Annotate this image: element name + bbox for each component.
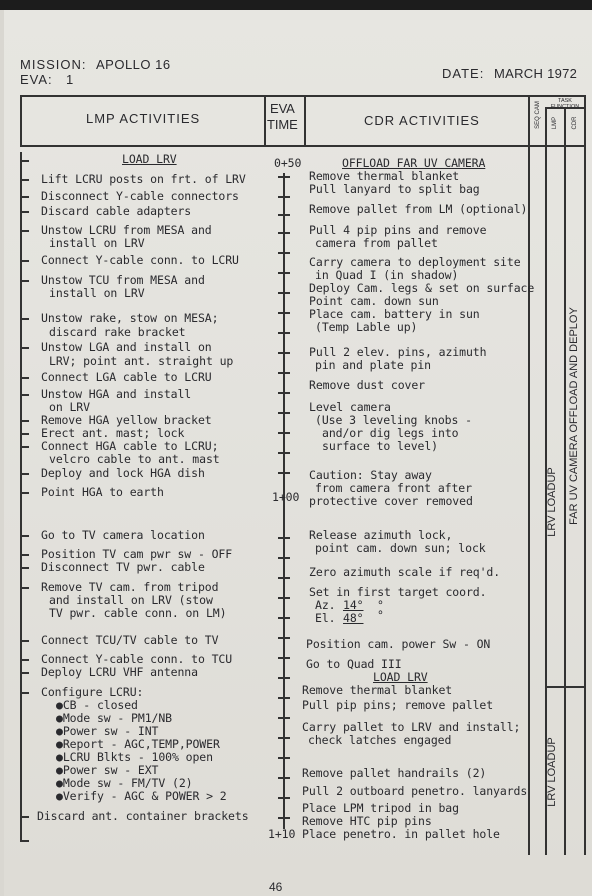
eva-tick: [278, 757, 290, 759]
lmp-tick: [20, 492, 29, 494]
lmp-step: Connect LGA cable to LCRU: [41, 370, 212, 384]
task-cdr-label-1: FAR UV CAMERA OFFLOAD AND DEPLOY: [568, 307, 580, 525]
eva-tick: [278, 332, 290, 334]
cdr-caution-cont: protective cover removed: [309, 494, 473, 508]
lmp-step: Unstow TCU from MESA and: [41, 273, 205, 287]
lmp-step-cont: LRV; point ant. straight up: [49, 354, 234, 368]
lmp-step: Deploy LCRU VHF antenna: [41, 665, 198, 679]
cdr-step: Remove thermal blanket: [309, 169, 460, 183]
lmp-step: Discard cable adapters: [41, 204, 192, 218]
lmp-substep: ●LCRU Blkts - 100% open: [56, 750, 213, 764]
cdr-step: Remove thermal blanket: [302, 683, 453, 697]
lmp-timeline-rule: [20, 152, 22, 842]
lmp-step: Disconnect TV pwr. cable: [41, 560, 205, 574]
eva-time-header-1: EVA: [270, 101, 295, 116]
col-rule-3: [528, 95, 530, 855]
cdr-step: Pull 4 pip pins and remove: [309, 223, 487, 237]
lmp-step: Connect Y-cable conn. to TCU: [41, 652, 233, 666]
lmp-step: Deploy and lock HGA dish: [41, 466, 205, 480]
cdr-step: Set in first target coord.: [309, 585, 487, 599]
lmp-substep: ●Report - AGC,TEMP,POWER: [56, 737, 220, 751]
lmp-substep: ●Power sw - EXT: [56, 763, 159, 777]
cdr-step-cont: surface to level): [322, 439, 439, 453]
lmp-substep: ●CB - closed: [56, 698, 138, 712]
cdr-activities-header: CDR ACTIVITIES: [364, 113, 480, 128]
eva-tick: [278, 472, 290, 474]
eva-tick: [278, 232, 290, 234]
cdr-caution: Caution: Stay away: [309, 468, 432, 482]
lmp-substep: ●Verify - AGC & POWER > 2: [56, 789, 227, 803]
lmp-tick: [20, 318, 29, 320]
task-lmp-label-1: LRV LOADUP: [546, 467, 558, 537]
cdr-step-cont: pin and plate pin: [315, 358, 432, 372]
eva-tick: [278, 452, 290, 454]
eva-tick: [278, 597, 290, 599]
lmp-activities-header: LMP ACTIVITIES: [86, 111, 201, 126]
date-label: DATE:: [442, 66, 485, 81]
cdr-section-title: OFFLOAD FAR UV CAMERA: [342, 156, 486, 170]
cdr-step: Deploy Cam. legs & set on surface: [309, 281, 535, 295]
cdr-step: Pull pip pins; remove pallet: [302, 698, 494, 712]
page-number: 46: [269, 880, 283, 894]
cdr-step-cont: (Temp Lable up): [315, 320, 418, 334]
cdr-load-lrv-title: LOAD LRV: [373, 670, 428, 684]
cdr-step: Place cam. battery in sun: [309, 307, 480, 321]
cdr-caution-cont: from camera front after: [315, 481, 472, 495]
task-lmp-header: LMP: [552, 116, 558, 130]
eva-value: 1: [66, 72, 75, 87]
eva-tick: [278, 214, 290, 216]
lmp-step-cont: and install on LRV (stow: [49, 593, 213, 607]
lmp-step: Disconnect Y-cable connectors: [41, 189, 239, 203]
task-cdr-header: CDR: [572, 116, 578, 130]
cdr-step: Release azimuth lock,: [309, 528, 453, 542]
lmp-section-title: LOAD LRV: [122, 152, 177, 166]
eva-tick: [278, 557, 290, 559]
lmp-tick: [20, 377, 29, 379]
eva-time-0-50: 0+50: [274, 156, 302, 170]
cdr-step: Pull 2 elev. pins, azimuth: [309, 345, 487, 359]
cdr-step: Remove pallet handrails (2): [302, 766, 487, 780]
cdr-step: Remove pallet from LM (optional): [309, 202, 528, 216]
eva-tick: [278, 817, 290, 819]
table-top-rule: [20, 95, 586, 97]
lmp-substep: ●Power sw - INT: [56, 724, 159, 738]
lmp-step: Configure LCRU:: [41, 685, 144, 699]
lmp-step: Unstow LCRU from MESA and: [41, 223, 212, 237]
cdr-step: Zero azimuth scale if req'd.: [309, 565, 501, 579]
eva-tick: [278, 537, 290, 539]
eva-tick: [278, 412, 290, 414]
scan-top-edge: [0, 0, 592, 10]
eva-time-1-10: 1+10: [268, 827, 296, 841]
az-degree: °: [377, 598, 384, 612]
cdr-step: Remove dust cover: [309, 378, 426, 392]
cdr-step: Go to Quad III: [306, 657, 402, 671]
cdr-step: Position cam. power Sw - ON: [306, 637, 491, 651]
lmp-step-cont: install on LRV: [49, 236, 145, 250]
col-rule-1: [264, 95, 266, 145]
lmp-substep: ●Mode sw - PM1/NB: [56, 711, 173, 725]
lmp-tick: [20, 211, 29, 213]
lmp-step: Erect ant. mast; lock: [41, 426, 185, 440]
table-left-rule: [20, 95, 22, 145]
cdr-step: Level camera: [309, 400, 391, 414]
eva-tick: [278, 657, 290, 659]
eva-tick: [278, 797, 290, 799]
eva-tick: [278, 312, 290, 314]
lmp-tick: [20, 587, 29, 589]
lmp-tick: [20, 260, 29, 262]
lmp-tick: [20, 473, 29, 475]
eva-tick: [278, 252, 290, 254]
lmp-step-cont: velcro cable to ant. mast: [49, 452, 220, 466]
lmp-tick: [20, 179, 29, 181]
el-value: 48°: [343, 611, 364, 625]
cdr-step-cont: and/or dig legs into: [322, 426, 459, 440]
eva-tick: [278, 392, 290, 394]
eva-tick: [278, 577, 290, 579]
eva-time-1-00: 1+00: [272, 490, 300, 504]
eva-tick: [278, 196, 290, 198]
task-function-header: TASK FUNCTION: [550, 98, 580, 110]
lmp-step: Connect HGA cable to LCRU;: [41, 439, 219, 453]
lmp-tick: [20, 230, 29, 232]
task-lmp-label-2: LRV LOADUP: [546, 737, 558, 807]
lmp-tick: [20, 160, 29, 162]
lmp-tick: [20, 692, 29, 694]
lmp-step: Remove TV cam. from tripod: [41, 580, 219, 594]
mission-label: MISSION:: [20, 57, 87, 72]
cdr-step-cont: check latches engaged: [308, 733, 452, 747]
lmp-step-cont: TV pwr. cable conn. on LM): [49, 606, 227, 620]
eva-tick: [278, 677, 290, 679]
eva-tick: [278, 737, 290, 739]
lmp-tick: [20, 535, 29, 537]
seq-cam-header: SEQ CAM: [535, 101, 541, 129]
cdr-step: Pull 2 outboard penetro. lanyards: [302, 784, 528, 798]
cdr-step: Place penetro. in pallet hole: [302, 827, 500, 841]
lmp-tick: [20, 394, 29, 396]
lmp-tick: [20, 659, 29, 661]
az-value: 14°: [343, 598, 364, 612]
lmp-step-cont: on LRV: [49, 400, 90, 414]
lmp-tick: [20, 554, 29, 556]
eva-tick: [278, 176, 290, 178]
lmp-tick: [20, 816, 29, 818]
lmp-step: Remove HGA yellow bracket: [41, 413, 212, 427]
lmp-tick: [20, 420, 29, 422]
lmp-tick: [20, 840, 29, 842]
col-rule-5: [564, 107, 566, 855]
eva-tick: [278, 292, 290, 294]
lmp-step-cont: discard rake bracket: [49, 325, 186, 339]
lmp-step: Discard ant. container brackets: [37, 809, 249, 823]
eva-time-header-2: TIME: [267, 117, 298, 132]
eva-tick: [278, 717, 290, 719]
mission-value: APOLLO 16: [96, 57, 171, 72]
cdr-step: Place LPM tripod in bag: [302, 801, 459, 815]
cdr-step: Remove HTC pip pins: [302, 814, 432, 828]
lmp-step: Point HGA to earth: [41, 485, 164, 499]
lmp-step: Go to TV camera location: [41, 528, 205, 542]
lmp-step: Connect Y-cable conn. to LCRU: [41, 253, 239, 267]
lmp-step: Unstow LGA and install on: [41, 340, 212, 354]
lmp-tick: [20, 640, 29, 642]
lmp-tick: [20, 433, 29, 435]
eva-tick: [278, 637, 290, 639]
cdr-step-cont: camera from pallet: [315, 236, 438, 250]
lmp-step-cont: install on LRV: [49, 286, 145, 300]
col-rule-2: [304, 95, 306, 145]
cdr-step-cont: in Quad I (in shadow): [315, 268, 459, 282]
eva-tick: [278, 777, 290, 779]
table-right-rule: [584, 95, 586, 855]
cdr-step: Carry camera to deployment site: [309, 255, 521, 269]
eva-tick: [278, 697, 290, 699]
el-degree: °: [377, 608, 384, 622]
task-divider: [545, 686, 585, 688]
lmp-step: Lift LCRU posts on frt. of LRV: [41, 172, 246, 186]
lmp-step: Connect TCU/TV cable to TV: [41, 633, 219, 647]
lmp-step: Unstow rake, stow on MESA;: [41, 311, 219, 325]
lmp-substep: ●Mode sw - FM/TV (2): [56, 776, 193, 790]
lmp-tick: [20, 347, 29, 349]
lmp-step: Unstow HGA and install: [41, 387, 192, 401]
eva-tick: [278, 432, 290, 434]
eva-tick: [278, 352, 290, 354]
cdr-step: Point cam. down sun: [309, 294, 439, 308]
az-label: Az.: [315, 598, 336, 612]
eva-tick: [278, 617, 290, 619]
checklist-page: [4, 10, 592, 896]
lmp-tick: [20, 672, 29, 674]
cdr-step: Pull lanyard to split bag: [309, 182, 480, 196]
eva-label: EVA:: [20, 72, 53, 87]
lmp-tick: [20, 567, 29, 569]
lmp-tick: [20, 280, 29, 282]
lmp-tick: [20, 196, 29, 198]
date-value: MARCH 1972: [494, 66, 578, 81]
el-label: El.: [315, 611, 336, 625]
cdr-step-cont: point cam. down sun; lock: [315, 541, 486, 555]
eva-tick: [278, 372, 290, 374]
lmp-step: Position TV cam pwr sw - OFF: [41, 547, 233, 561]
table-header-rule: [20, 145, 586, 147]
cdr-step-cont: (Use 3 leveling knobs -: [315, 413, 472, 427]
cdr-step: Carry pallet to LRV and install;: [302, 720, 521, 734]
eva-tick: [278, 272, 290, 274]
lmp-tick: [20, 446, 29, 448]
